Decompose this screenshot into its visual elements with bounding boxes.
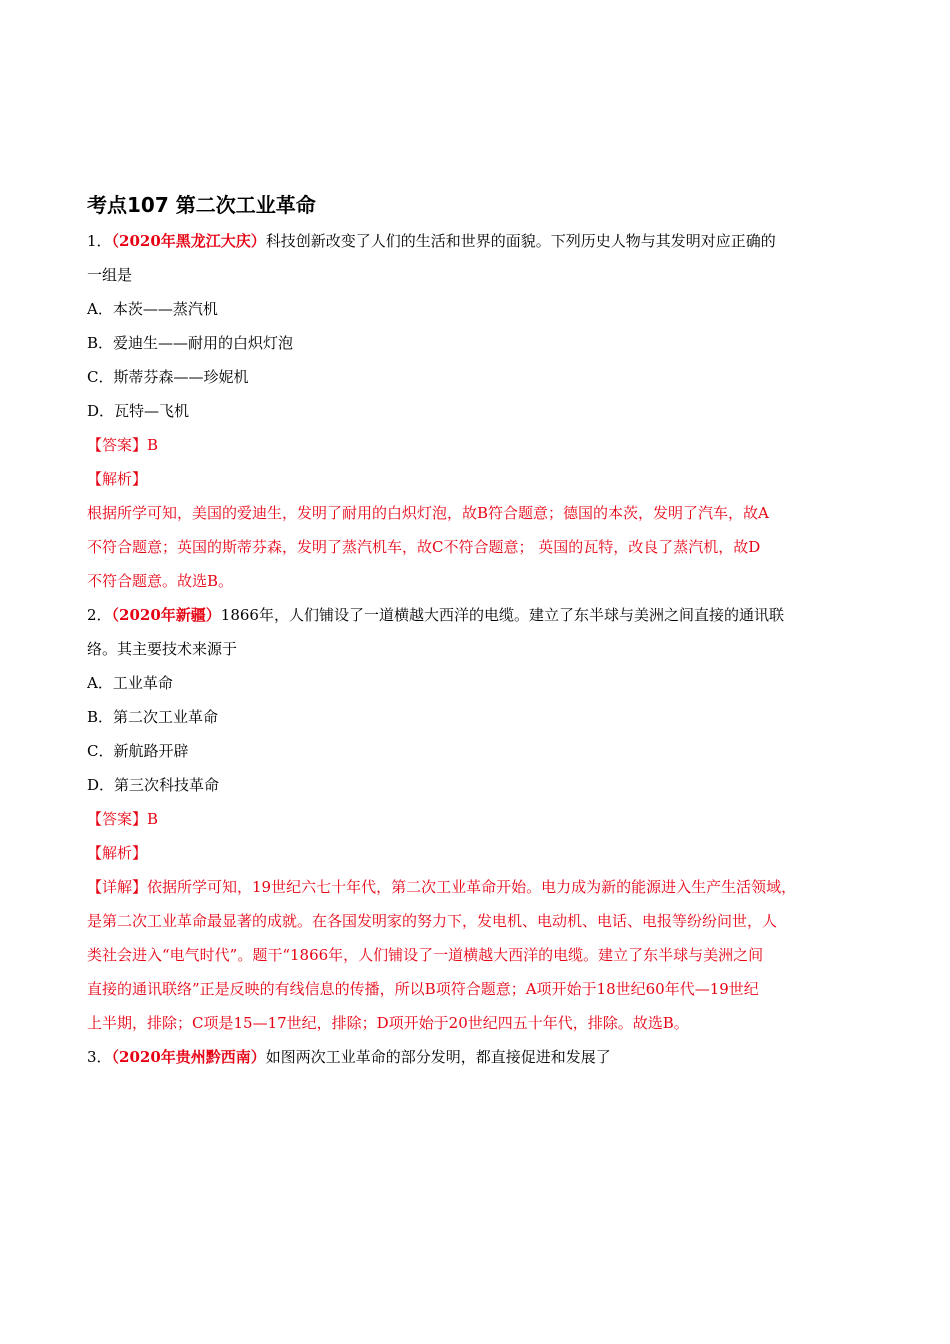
question-2-analysis-line-5: 上半期，排除；C项是15—17世纪，排除；D项开始于20世纪四五十年代，排除。故选B。 — [87, 1014, 689, 1032]
question-3 — [87, 1040, 877, 1074]
question-stem-text: 如图两次工业革命的部分发明，都直接促进和发展了 — [265, 1048, 611, 1066]
question-2-analysis-line-4: 直接的通讯联络”正是反映的有线信息的传播，所以B项符合题意；A项开始于18世纪60年代—19世纪 — [87, 980, 759, 998]
question-1-analysis-label: 【解析】 — [87, 470, 148, 488]
question-stem-text: 科技创新改变了人们的生活和世界的面貌。下列历史人物与其发明对应正确的 — [265, 232, 776, 250]
document-page — [87, 190, 877, 1074]
question-1-option-d: D．瓦特—飞机 — [87, 402, 190, 420]
question-source: （2020年贵州黔西南） — [111, 1048, 266, 1066]
question-number: 3． — [87, 1048, 112, 1066]
question-2-analysis-line-3: 类社会进入“电气时代”。题干“1866年，人们铺设了一道横越大西洋的电缆。建立了东半球与美洲之间 — [87, 946, 764, 964]
question-1-stem-line-2: 一组是 — [87, 266, 133, 284]
question-1-analysis-line-3: 不符合题意。故选B。 — [87, 572, 234, 590]
question-2-option-b: B．第二次工业革命 — [87, 708, 219, 726]
question-2-answer: 【答案】B — [87, 810, 159, 828]
question-2 — [87, 598, 877, 1040]
question-source: （2020年黑龙江大庆） — [111, 232, 266, 250]
question-2-option-c: C．新航路开辟 — [87, 742, 189, 760]
question-1 — [87, 224, 877, 598]
question-number: 1． — [87, 232, 112, 250]
question-number: 2． — [87, 606, 112, 624]
question-stem-text: 1866年，人们铺设了一道横越大西洋的电缆。建立了东半球与美洲之间直接的通讯联 — [220, 606, 784, 624]
question-1-answer: 【答案】B — [87, 436, 159, 454]
question-3-stem-line-1 — [87, 1040, 877, 1074]
question-1-option-c: C．斯蒂芬森——珍妮机 — [87, 368, 249, 386]
question-source: （2020年新疆） — [111, 606, 221, 624]
question-2-analysis-line-1: 【详解】依据所学可知，19世纪六七十年代，第二次工业革命开始。电力成为新的能源进入生产生活领域， — [87, 878, 797, 896]
question-1-stem-line-1 — [87, 224, 877, 258]
question-2-analysis-label: 【解析】 — [87, 844, 148, 862]
question-1-analysis-line-2: 不符合题意；英国的斯蒂芬森，发明了蒸汽机车，故C不符合题意； 英国的瓦特，改良了蒸汽机，故D — [87, 538, 761, 556]
question-1-option-a: A．本茨——蒸汽机 — [87, 300, 218, 318]
question-1-option-b: B．爱迪生——耐用的白炽灯泡 — [87, 334, 294, 352]
question-2-analysis-line-2: 是第二次工业革命最显著的成就。在各国发明家的努力下，发电机、电动机、电话、电报等纷纷问世，人 — [87, 912, 778, 930]
question-2-option-a: A．工业革命 — [87, 674, 173, 692]
question-2-option-d: D．第三次科技革命 — [87, 776, 220, 794]
question-2-stem-line-1 — [87, 598, 877, 632]
question-1-analysis-line-1: 根据所学可知，美国的爱迪生，发明了耐用的白炽灯泡，故B符合题意；德国的本茨，发明了汽车，故A — [87, 504, 769, 522]
section-title: 考点107 第二次工业革命 — [87, 193, 316, 217]
question-2-stem-line-2: 络。其主要技术来源于 — [87, 640, 238, 658]
